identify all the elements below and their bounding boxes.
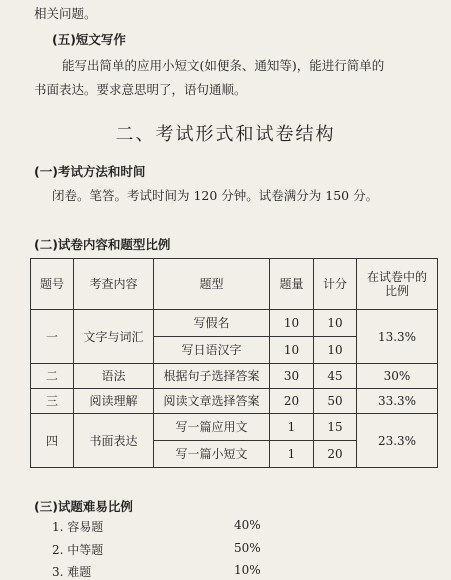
chapter-title: 二、考试形式和试卷结构	[115, 124, 336, 145]
row-number: 一	[31, 310, 74, 364]
header-number: 题号	[31, 259, 74, 310]
row-content: 文字与词汇	[74, 310, 154, 364]
exam-method-body: 闭卷。笔答。考试时间为 120 分钟。试卷满分为 150 分。	[52, 188, 379, 203]
row-content: 语法	[74, 364, 154, 389]
table-row	[31, 414, 438, 441]
row-type: 写日语汉字	[154, 337, 270, 364]
row-ratio: 30%	[357, 364, 438, 389]
table-header-row	[31, 259, 438, 310]
header-type: 题型	[154, 259, 270, 310]
row-number: 四	[31, 414, 74, 468]
row-quantity: 30	[270, 364, 314, 389]
table-row	[31, 389, 438, 414]
row-quantity: 10	[270, 310, 314, 337]
row-score: 50	[314, 389, 357, 414]
header-content: 考查内容	[74, 259, 154, 310]
paper-structure-table	[30, 258, 438, 468]
header-quantity: 题量	[270, 259, 314, 310]
difficulty-value: 50%	[234, 541, 261, 555]
difficulty-label: 2. 中等题	[52, 543, 104, 557]
section5-body-line1: 能写出简单的应用小短文(如便条、通知等)，能进行简单的	[62, 58, 385, 73]
row-quantity: 1	[270, 414, 314, 441]
section5-heading: (五)短文写作	[52, 32, 126, 47]
exam-method-heading: (一)考试方法和时间	[34, 164, 146, 179]
row-score: 20	[314, 441, 357, 468]
difficulty-label: 1. 容易题	[52, 520, 104, 534]
row-type: 阅读文章选择答案	[154, 389, 270, 414]
row-type: 根据句子选择答案	[154, 364, 270, 389]
row-ratio: 33.3%	[357, 389, 438, 414]
row-score: 45	[314, 364, 357, 389]
row-ratio: 23.3%	[357, 414, 438, 468]
row-ratio: 13.3%	[357, 310, 438, 364]
header-score: 计分	[314, 259, 357, 310]
header-ratio: 在试卷中的比例	[357, 259, 438, 310]
row-score: 15	[314, 414, 357, 441]
row-score: 10	[314, 310, 357, 337]
row-content: 书面表达	[74, 414, 154, 468]
row-quantity: 1	[270, 441, 314, 468]
row-quantity: 10	[270, 337, 314, 364]
continued-text-line: 相关问题。	[34, 6, 97, 21]
row-score: 10	[314, 337, 357, 364]
row-content: 阅读理解	[74, 389, 154, 414]
difficulty-heading: (三)试题难易比例	[34, 499, 133, 514]
row-type: 写一篇小短文	[154, 441, 270, 468]
row-quantity: 20	[270, 389, 314, 414]
row-number: 二	[31, 364, 74, 389]
row-number: 三	[31, 389, 74, 414]
section5-body-line2: 书面表达。要求意思明了，语句通顺。	[34, 82, 247, 97]
table-row	[31, 310, 438, 337]
row-type: 写一篇应用文	[154, 414, 270, 441]
difficulty-value: 10%	[234, 563, 261, 577]
table-row	[31, 364, 438, 389]
row-type: 写假名	[154, 310, 270, 337]
paper-structure-heading: (二)试卷内容和题型比例	[34, 237, 171, 252]
difficulty-label: 3. 难题	[52, 565, 92, 579]
difficulty-value: 40%	[234, 518, 261, 532]
